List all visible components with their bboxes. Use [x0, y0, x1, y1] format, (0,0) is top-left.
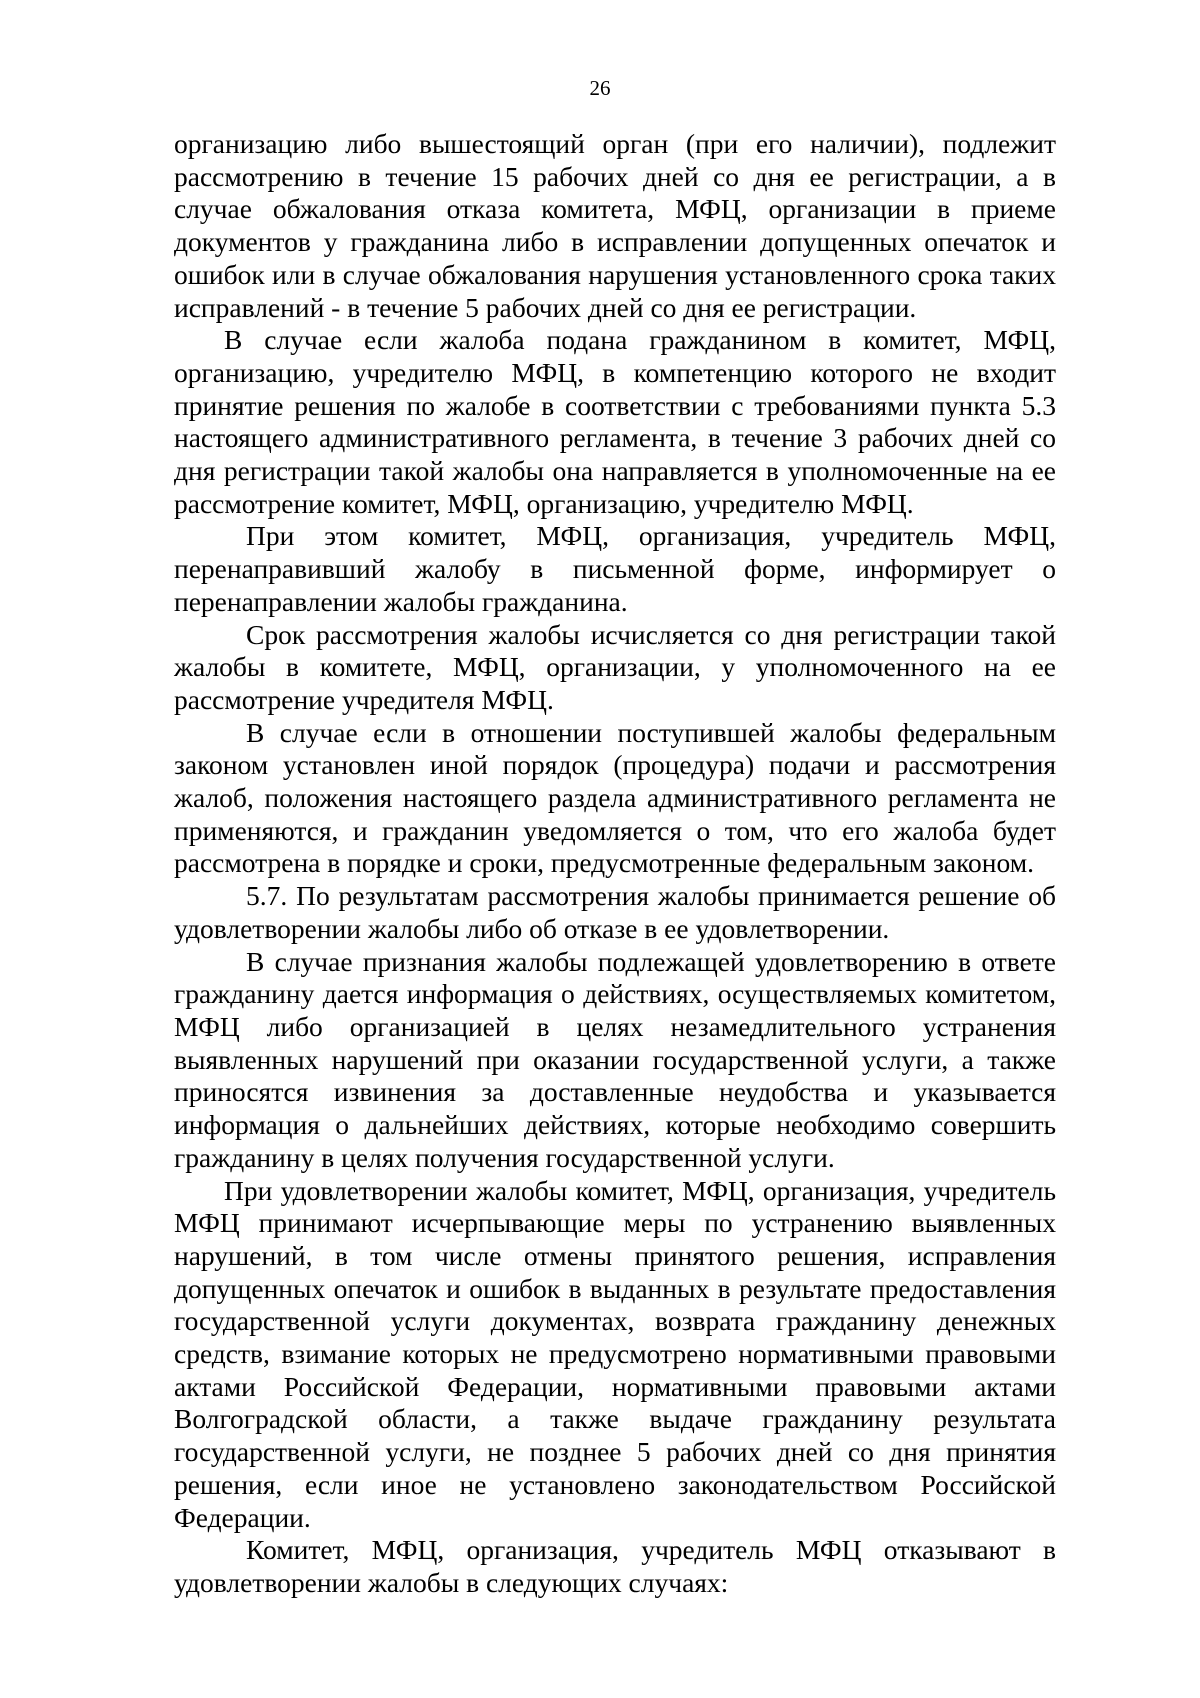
paragraph-complaint-redirect: В случае если жалоба подана гражданином в комитет, МФЦ, организацию, учредителю МФЦ, в компетенцию которого не входит принятие решения по жалобе в соответствии с требованиями пункта 5.3 настоящего административного регламента, в течение 3 рабочих дней со дня регистрации такой жалобы она направляется в уполномоченные на ее рассмотрение комитет, МФЦ, организацию, учредителю МФЦ. — [174, 324, 1056, 519]
paragraph-redirect-notice: При этом комитет, МФЦ, организация, учредитель МФЦ, перенаправивший жалобу в письменной форме, информирует о перенаправлении жалобы гражданина. — [174, 520, 1056, 617]
paragraph-refusal-cases: Комитет, МФЦ, организация, учредитель МФЦ отказывают в удовлетворении жалобы в следующих случаях: — [174, 1534, 1056, 1598]
paragraph-complaint-review-period: организацию либо вышестоящий орган (при его наличии), подлежит рассмотрению в течение 15 рабочих дней со дня ее регистрации, а в случае обжалования отказа комитета, МФЦ, организации в приеме документов у гражданина либо в исправлении допущенных опечаток и ошибок или в случае обжалования нарушения установленного срока таких исправлений - в течение 5 рабочих дней со дня ее регистрации. — [174, 128, 1056, 323]
paragraph-section-5-7: 5.7. По результатам рассмотрения жалобы принимается решение об удовлетворении жалобы либо об отказе в ее удовлетворении. — [174, 880, 1056, 944]
page-number: 26 — [589, 76, 611, 100]
paragraph-remedial-measures: При удовлетворении жалобы комитет, МФЦ, организация, учредитель МФЦ принимают исчерпывающие меры по устранению выявленных нарушений, в том числе отмены принятого решения, исправления допущенных опечаток и ошибок в выданных в результате предоставления государственной услуги документах, возврата гражданину денежных средств, взимание которых не предусмотрено нормативными правовыми актами Российской Федерации, нормативными правовыми актами Волгоградской области, а также выдаче гражданину результата государственной услуги, не позднее 5 рабочих дней со дня принятия решения, если иное не установлено законодательством Российской Федерации. — [174, 1174, 1056, 1533]
paragraph-federal-law-exception: В случае если в отношении поступившей жалобы федеральным законом установлен иной порядок (процедура) подачи и рассмотрения жалоб, положения настоящего раздела административного регламента не применяются, и гражданин уведомляется о том, что его жалоба будет рассмотрена в порядке и сроки, предусмотренные федеральным законом. — [174, 716, 1056, 879]
document-body — [174, 128, 1056, 1600]
paragraph-review-term: Срок рассмотрения жалобы исчисляется со дня регистрации такой жалобы в комитете, МФЦ, организации, у уполномоченного на ее рассмотрение учредителя МФЦ. — [174, 618, 1056, 715]
paragraph-complaint-satisfied-response: В случае признания жалобы подлежащей удовлетворению в ответе гражданину дается информация о действиях, осуществляемых комитетом, МФЦ либо организацией в целях незамедлительного устранения выявленных нарушений при оказании государственной услуги, а также приносятся извинения за доставленные неудобства и указывается информация о дальнейших действиях, которые необходимо совершить гражданину в целях получения государственной услуги. — [174, 945, 1056, 1173]
